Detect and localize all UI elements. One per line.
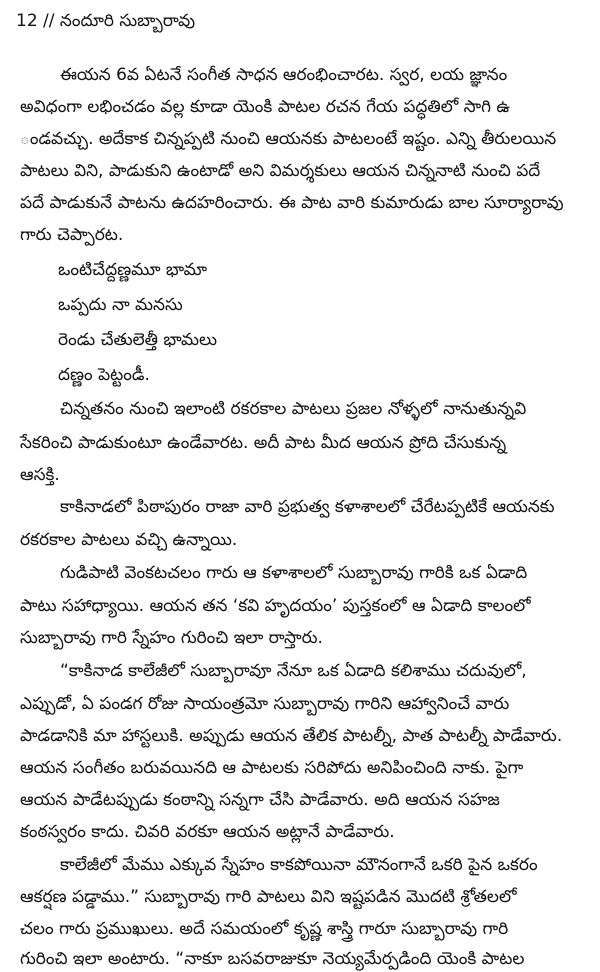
running-title: నందూరి సుబ్బారావు [59,11,196,31]
text-line: ఎప్పుడో, ఏ పండగ రోజు సాయంత్రమో సుబ్బారావు గారిని ఆహ్వానించే వారు [20,694,510,714]
text-line: గురించి ఇలా అంటారు. “నాకూ బసవరాజుకూ నెయ్యమేర్పడింది యెంకి పాటల [20,949,525,969]
text-line: ండవచ్చు. అదేకాక చిన్నప్పటి నుంచి ఆయనకు పాటలంటే ఇష్టం. ఎన్ని తీరులయిన [20,129,557,149]
text-line: పాడడానికి మా హాస్టలుకి. అప్పుడు ఆయన తేలిక పాటల్నీ, పాత పాటల్నీ పాడేవారు. [20,726,563,746]
header-separator: // [43,11,55,31]
verse-line: దణ్ణం పెట్టండీ. [58,365,150,385]
text-line: “కాకినాడ కాలేజీలో సుబ్బారావూ నేనూ ఒక ఏడాది కలిశాము చదువులో, [60,661,527,681]
text-line: పాటు సహాధ్యాయి. ఆయన తన ‘కవి హృదయం’ పుస్తకంలో ఆ ఏడాది కాలంలో [20,596,531,616]
text-line: రకరకాల పాటలు వచ్చి ఉన్నాయి. [20,530,238,550]
text-line: కాకినాడలో పిఠాపురం రాజా వారి ప్రభుత్వ కళాశాలలో చేరేటప్పటికే ఆయనకు [60,497,555,517]
text-line: సేకరించి పాడుకుంటూ ఉండేవారట. అదీ పాట మీద ఆయన ప్రోది చేసుకున్న [20,433,507,453]
text-line: చిన్నతనం నుంచి ఇలాంటి రకరకాల పాటలు ప్రజల నోళ్ళలో నానుతున్నవి [60,399,527,419]
page-number: 12 [16,11,38,31]
verse-line: రెండు చేతులెత్తీ భామలు [58,330,217,350]
page-header [16,8,195,34]
text-line: సుబ్బారావు గారి స్నేహం గురించి ఇలా రాస్తారు. [20,628,323,648]
text-line: అవిధంగా లభించడం వల్ల కూడా యెంకి పాటల రచన గేయ పద్ధతిలో సాగి ఉ [20,97,511,117]
text-line: ఆయన సంగీతం బరువయినది ఆ పాటలకు సరిపోదు అనిపించింది నాకు. పైగా [20,758,524,778]
verse-line: ఒంటిచేద్దణ్ణమూ భామా [58,260,208,280]
text-line: ఆకర్షణ పడ్డాము.” సుబ్బారావు గారి పాటలు విని ఇష్టపడిన మొదటి శ్రోతలలో [20,887,517,907]
text-line: పాటలు విని, పాడుకుని ఉంటాడో అని విమర్శకులు ఆయన చిన్ననాటి నుంచి పదే [20,161,541,181]
text-line: ఆసక్తి. [20,465,60,485]
text-line: ఈయన 6వ ఏటనే సంగీత సాధన ఆరంభించారట. స్వర, లయ జ్ఞానం [60,65,508,85]
text-line: కంఠస్వరం కాదు. చివరి వరకూ ఆయన అట్లానే పాడేవారు. [20,822,395,842]
text-line: కాలేజీలో మేము ఎక్కువ స్నేహం కాకపోయినా మౌనంగానే ఒకరి పైన ఒకరం [60,855,538,875]
text-line: గుడిపాటి వెంకటచలం గారు ఆ కళాశాలలో సుబ్బారావు గారికి ఒక ఏడాది [60,563,528,583]
text-line: గారు చెప్పారట. [20,225,124,245]
text-line: ఆయన పాడేటప్పుడు కంఠాన్ని సన్నగా చేసి పాడేవారు. అది ఆయన సహజ [20,790,500,810]
text-line: పదే పాడుకునే పాటను ఉదహరించారు. ఈ పాట వారి కుమారుడు బాల సూర్యారావు [20,193,564,213]
verse-line: ఒప్పదు నా మనసు [58,295,183,315]
text-line: చలం గారు ప్రముఖులు. అదే సమయంలో కృష్ణ శాస్త్రి గారూ సుబ్బారావు గారి [20,919,509,939]
